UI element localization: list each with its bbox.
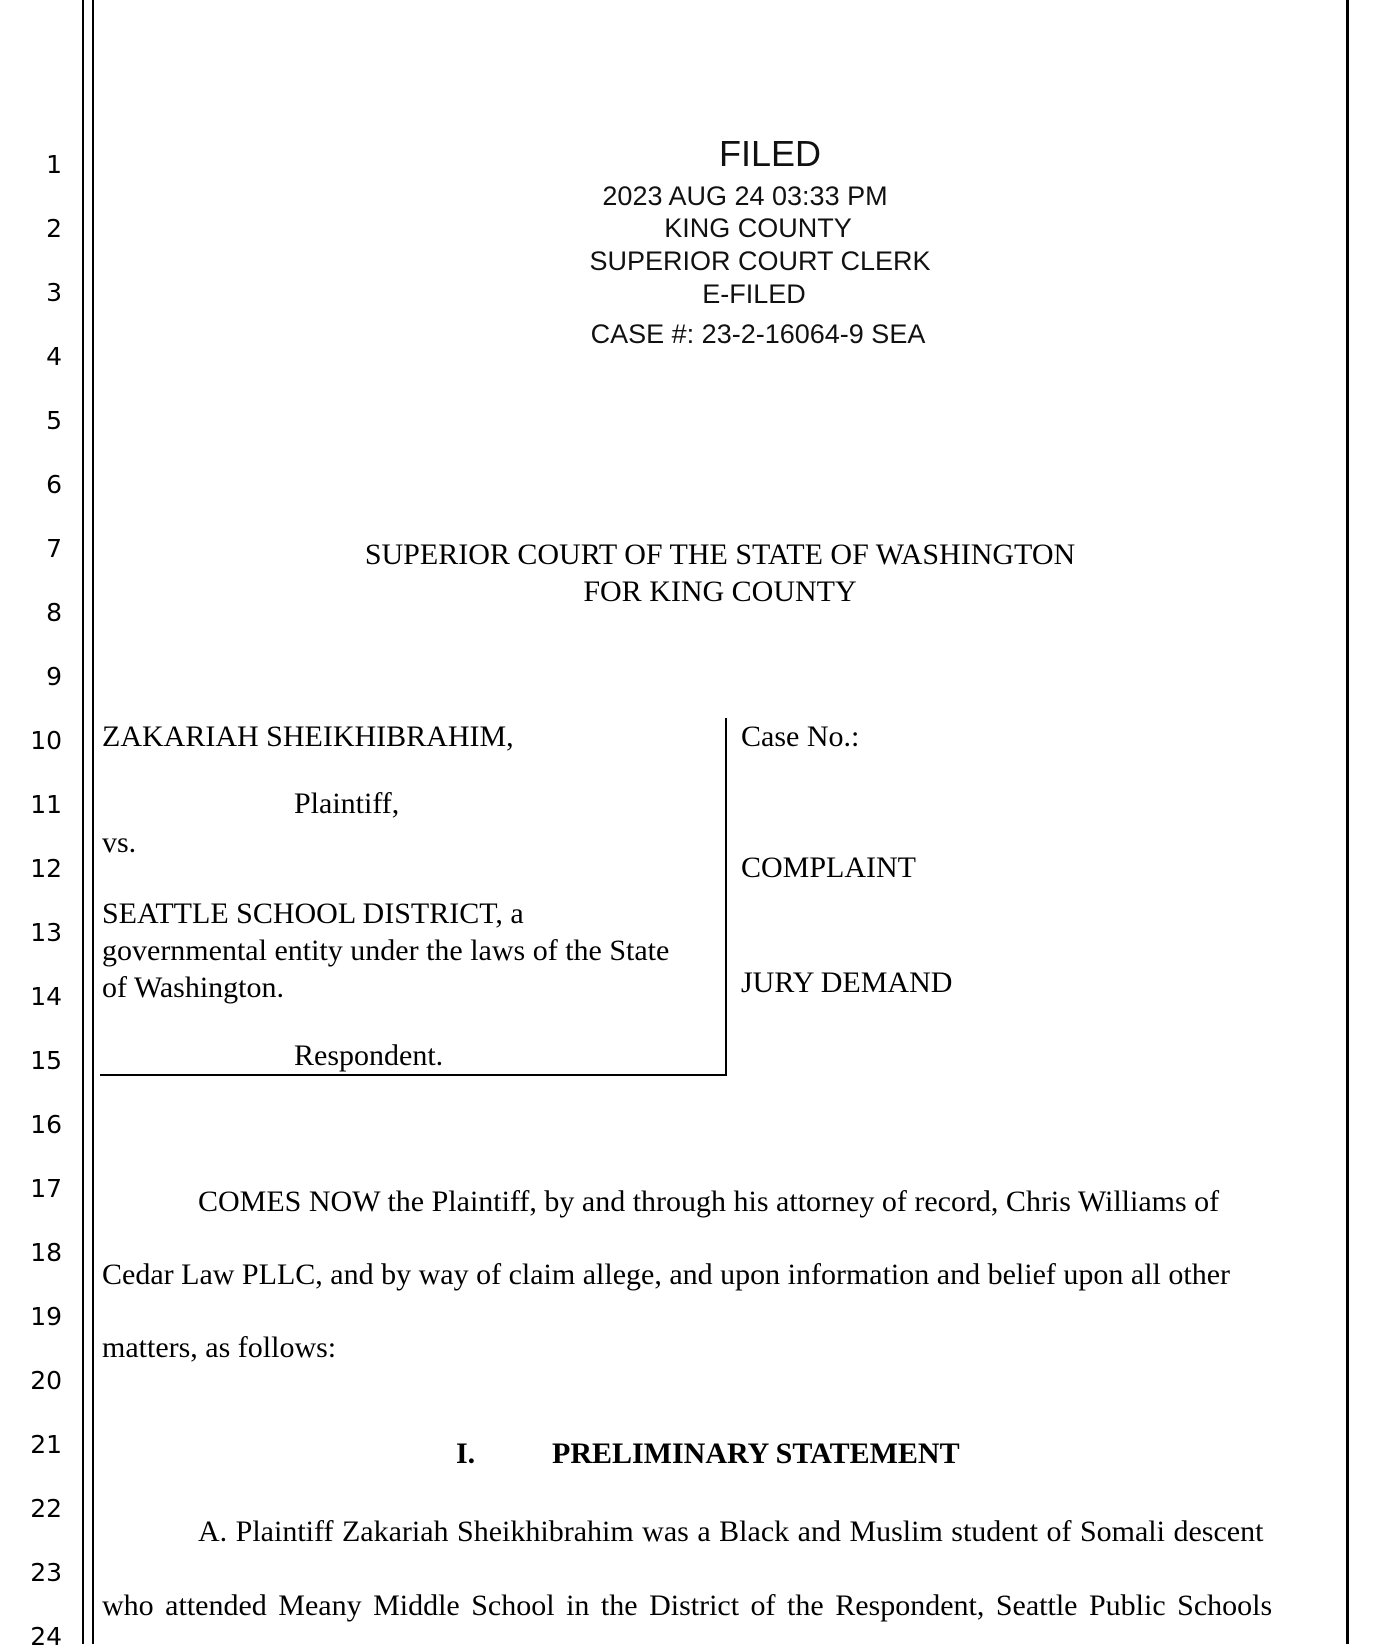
line-number: 20 [30, 1366, 62, 1395]
line-number: 23 [30, 1558, 62, 1587]
court-name: SUPERIOR COURT OF THE STATE OF WASHINGTON [364, 538, 1076, 571]
caption-divider-horizontal [100, 1074, 727, 1076]
line-number: 1 [46, 150, 62, 179]
stamp-status: FILED [718, 133, 822, 174]
line-number: 22 [30, 1494, 62, 1523]
stamp-datetime: 2023 AUG 24 03:33 PM [602, 181, 888, 211]
line-number: 18 [30, 1238, 62, 1267]
intro-line-2: Cedar Law PLLC, and by way of claim allege, and upon information and belief upon all other [102, 1258, 1231, 1291]
left-margin-rule-outer [82, 0, 84, 1644]
intro-line-1: COMES NOW the Plaintiff, by and through his attorney of record, Chris Williams of [198, 1185, 1220, 1218]
case-number-label: Case No.: [741, 720, 860, 753]
court-county: FOR KING COUNTY [583, 575, 857, 608]
section-title: PRELIMINARY STATEMENT [552, 1437, 960, 1470]
defendant-role: Respondent. [294, 1039, 444, 1072]
line-number: 10 [30, 726, 62, 755]
paragraph-a-line-1: A. Plaintiff Zakariah Sheikhibrahim was a Black and Muslim student of Somali descent [198, 1515, 1264, 1548]
right-margin-rule [1346, 0, 1349, 1644]
line-number: 21 [30, 1430, 62, 1459]
line-number: 7 [46, 534, 62, 563]
line-number: 16 [30, 1110, 62, 1139]
line-number: 4 [46, 342, 62, 371]
line-number: 19 [30, 1302, 62, 1331]
line-number: 15 [30, 1046, 62, 1075]
line-number: 11 [30, 790, 62, 819]
section-number: I. [456, 1437, 476, 1470]
paragraph-a-line-2: who attended Meany Middle School in the District of the Respondent, Seattle Public Schools [102, 1589, 1273, 1622]
line-number: 14 [30, 982, 62, 1011]
plaintiff-role: Plaintiff, [294, 787, 400, 820]
stamp-method: E-FILED [702, 279, 806, 309]
stamp-clerk: SUPERIOR COURT CLERK [589, 246, 931, 276]
versus: vs. [102, 826, 137, 859]
defendant-line-2: governmental entity under the laws of the State [102, 934, 670, 967]
plaintiff-name: ZAKARIAH SHEIKHIBRAHIM, [102, 720, 514, 753]
intro-line-3: matters, as follows: [102, 1331, 337, 1364]
defendant-line-3: of Washington. [102, 971, 285, 1004]
line-number: 8 [46, 598, 62, 627]
left-margin-rule-inner [92, 0, 94, 1644]
line-number: 12 [30, 854, 62, 883]
line-number: 24 [30, 1622, 62, 1651]
defendant-line-1: SEATTLE SCHOOL DISTRICT, a [102, 897, 524, 930]
line-number: 17 [30, 1174, 62, 1203]
line-number: 13 [30, 918, 62, 947]
line-number: 2 [46, 214, 62, 243]
line-number: 9 [46, 662, 62, 691]
caption-divider-vertical [725, 718, 727, 1076]
stamp-case-number: CASE #: 23-2-16064-9 SEA [590, 319, 926, 349]
line-number: 3 [46, 278, 62, 307]
jury-demand: JURY DEMAND [741, 966, 953, 999]
stamp-county: KING COUNTY [664, 213, 852, 243]
line-number: 5 [46, 406, 62, 435]
document-title: COMPLAINT [741, 851, 917, 884]
line-number: 6 [46, 470, 62, 499]
